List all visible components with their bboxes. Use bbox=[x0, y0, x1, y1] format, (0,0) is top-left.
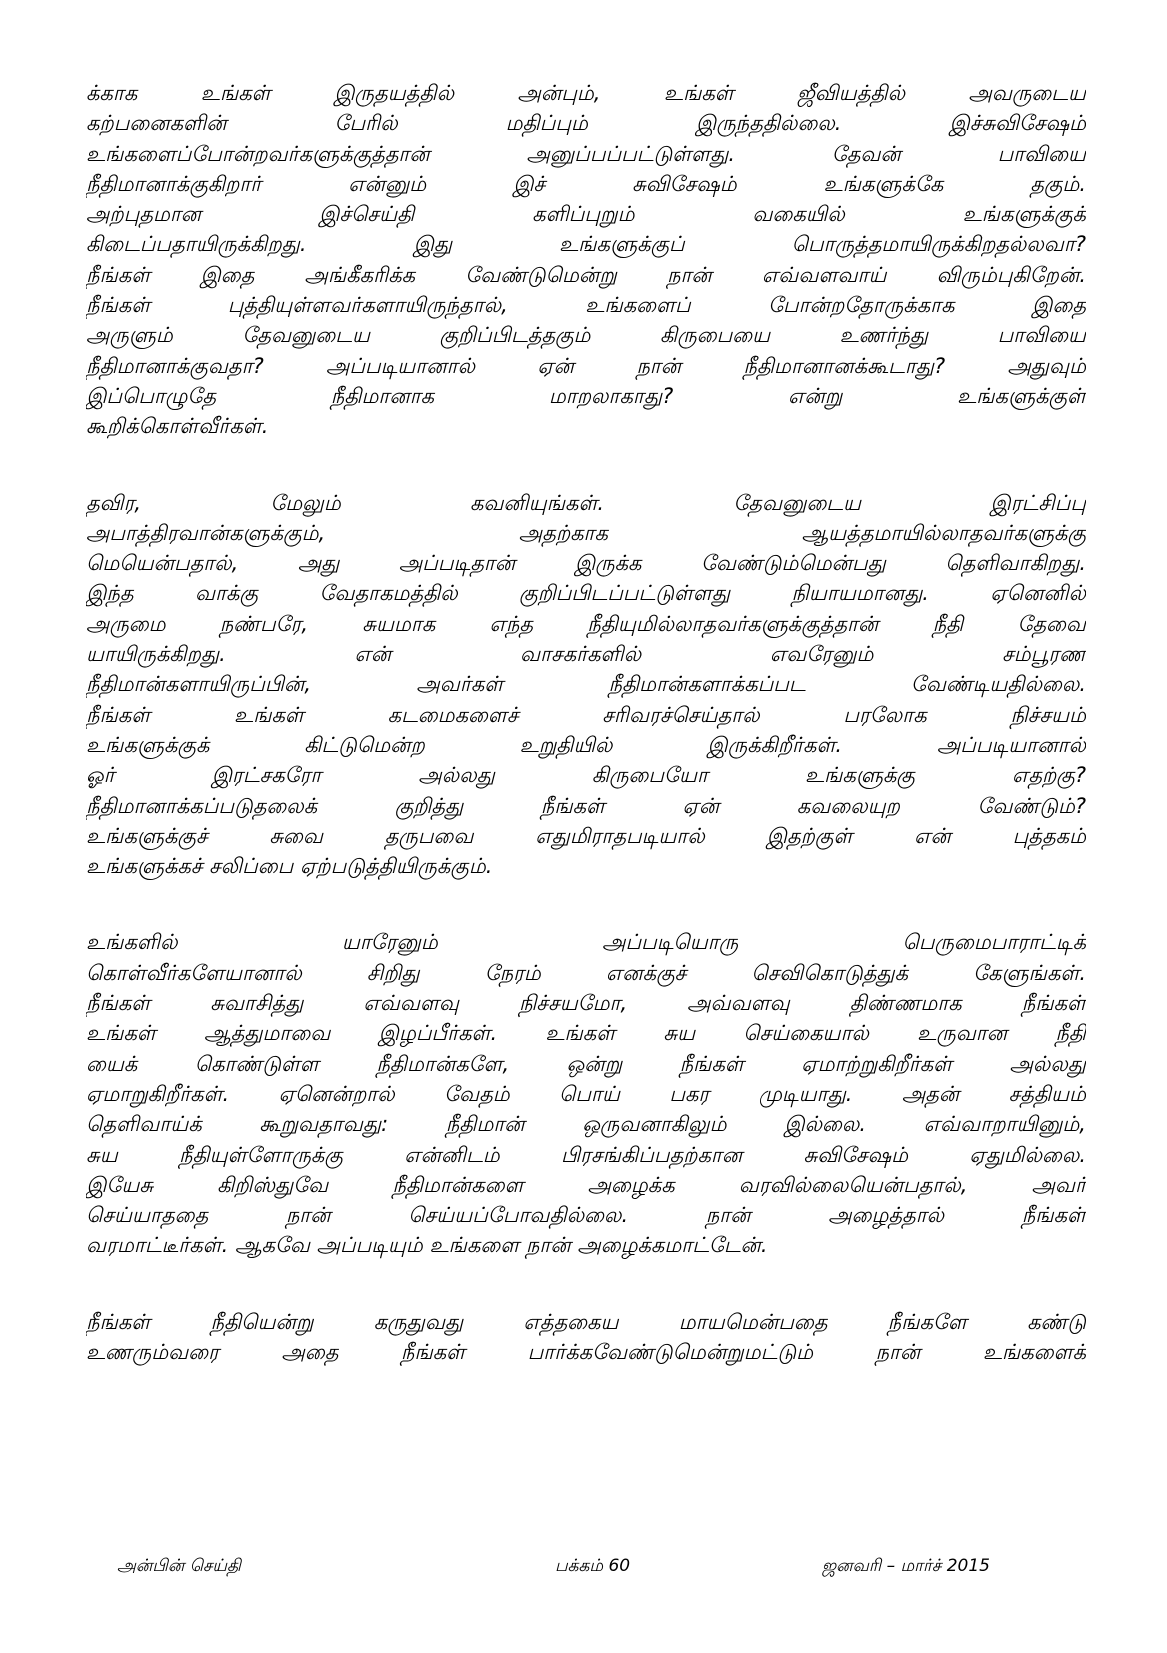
text-line: ஓர் இரட்சகரோ அல்லது கிருபையோ உங்களுக்கு எதற்கு? bbox=[86, 763, 1086, 788]
text-line: உங்களைப்போன்றவர்களுக்குத்தான் அனுப்பப்பட்டுள்ளது. தேவன் பாவியை bbox=[86, 141, 1086, 166]
text-line: யைக் கொண்டுள்ள நீதிமான்களே, ஒன்று நீங்கள் ஏமாற்றுகிறீர்கள் அல்லது bbox=[86, 1051, 1086, 1076]
text-line: கற்பனைகளின் பேரில் மதிப்பும் இருந்ததில்லை. இச்சுவிசேஷம் bbox=[86, 111, 1086, 136]
paragraph-3 bbox=[86, 927, 1086, 1260]
paragraph-gap bbox=[86, 881, 1086, 927]
text-line: உங்கள் ஆத்துமாவை இழப்பீர்கள். உங்கள் சுய செய்கையால் உருவான நீதி bbox=[86, 1021, 1086, 1046]
text-line: இயேசு கிறிஸ்துவே நீதிமான்களை அழைக்க வரவில்லையென்பதால், அவர் bbox=[86, 1172, 1086, 1197]
paragraph-gap bbox=[86, 1261, 1086, 1307]
text-line: நீங்கள் சுவாசித்து எவ்வளவு நிச்சயமோ, அவ்வளவு திண்ணமாக நீங்கள் bbox=[86, 991, 1086, 1016]
text-line: க்காக உங்கள் இருதயத்தில் அன்பும், உங்கள் ஜீவியத்தில் அவருடைய bbox=[86, 81, 1086, 105]
text-line: இப்பொழுதே நீதிமானாக மாறலாகாது? என்று உங்களுக்குள் bbox=[86, 383, 1086, 408]
text-line: தெளிவாய்க் கூறுவதாவது: நீதிமான் ஒருவனாகிலும் இல்லை. எவ்வாறாயினும், bbox=[86, 1112, 1086, 1137]
text-line: தவிர, மேலும் கவனியுங்கள். தேவனுடைய இரட்சிப்பு bbox=[86, 490, 1086, 515]
text-line: மெயென்பதால், அது அப்படிதான் இருக்க வேண்டும்மென்பது தெளிவாகிறது. bbox=[86, 551, 1086, 576]
text-line: ஏமாறுகிறீர்கள். ஏனென்றால் வேதம் பொய் பகர முடியாது. அதன் சத்தியம் bbox=[86, 1081, 1086, 1106]
text-line: நீங்கள் புத்தியுள்ளவர்களாயிருந்தால், உங்களைப் போன்றதோருக்காக இதை bbox=[86, 293, 1086, 318]
text-line: உங்களுக்கச் சலிப்பை ஏற்படுத்தியிருக்கும். bbox=[86, 854, 493, 879]
text-line: நீதிமானாக்குவதா? அப்படியானால் ஏன் நான் நீதிமானானக்கூடாது? அதுவும் bbox=[86, 353, 1086, 378]
text-line: யாயிருக்கிறது. என் வாசகர்களில் எவரேனும் சம்பூரண bbox=[86, 642, 1086, 667]
footer-publication: அன்பின் செய்தி bbox=[117, 1556, 241, 1576]
footer-page-number: பக்கம் 60 bbox=[555, 1556, 631, 1576]
text-line: அருமை நண்பரே, சுயமாக எந்த நீதியுமில்லாதவர்களுக்குத்தான் நீதி தேவை bbox=[86, 611, 1086, 636]
text-line: உங்களில் யாரேனும் அப்படியொரு பெருமைபாராட்டிக் bbox=[86, 930, 1086, 955]
text-line: நீதிமான்களாயிருப்பின், அவர்கள் நீதிமான்களாக்கப்பட வேண்டியதில்லை. bbox=[86, 672, 1086, 697]
paragraph-1 bbox=[86, 78, 1086, 442]
text-line: வரமாட்டீர்கள். ஆகவே அப்படியும் உங்களை நான் அழைக்கமாட்டேன். bbox=[86, 1233, 768, 1258]
text-line: உங்களுக்குக் கிட்டுமென்ற உறுதியில் இருக்கிறீர்கள். அப்படியானால் bbox=[86, 732, 1086, 757]
footer-issue-date: ஜனவரி – மார்ச் 2015 bbox=[822, 1556, 990, 1576]
text-line: நீங்கள் இதை அங்கீகரிக்க வேண்டுமென்று நான் எவ்வளவாய் விரும்புகிறேன். bbox=[86, 262, 1086, 287]
page-footer bbox=[0, 1556, 1167, 1584]
text-line: கிடைப்பதாயிருக்கிறது. இது உங்களுக்குப் பொருத்தமாயிருக்கிறதல்லவா? bbox=[86, 232, 1086, 257]
text-line: அற்புதமான இச்செய்தி களிப்புறும் வகையில் உங்களுக்குக் bbox=[86, 202, 1086, 227]
text-line: கொள்வீர்களேயானால் சிறிது நேரம் எனக்குச் செவிகொடுத்துக் கேளுங்கள். bbox=[86, 960, 1086, 985]
body-text bbox=[86, 78, 1086, 1367]
text-line: உங்களுக்குச் சுவை தருபவை எதுமிராதபடியால் இதற்குள் என் புத்தகம் bbox=[86, 823, 1086, 848]
text-line: இந்த வாக்கு வேதாகமத்தில் குறிப்பிடப்பட்டுள்ளது நியாயமானது. ஏனெனில் bbox=[86, 581, 1086, 606]
text-line: அருளும் தேவனுடைய குறிப்பிடத்தகும் கிருபையை உணர்ந்து பாவியை bbox=[86, 323, 1086, 348]
paragraph-2 bbox=[86, 488, 1086, 882]
text-line: கூறிக்கொள்வீர்கள். bbox=[86, 414, 269, 439]
text-line: அபாத்திரவான்களுக்கும், அதற்காக ஆயத்தமாயில்லாதவர்களுக்கு bbox=[86, 520, 1086, 545]
text-line: செய்யாததை நான் செய்யப்போவதில்லை. நான் அழைத்தால் நீங்கள் bbox=[86, 1203, 1086, 1228]
text-line: நீதிமானாக்கப்படுதலைக் குறித்து நீங்கள் ஏன் கவலையுற வேண்டும்? bbox=[86, 793, 1086, 818]
paragraph-4 bbox=[86, 1307, 1086, 1368]
text-line: உணரும்வரை அதை நீங்கள் பார்க்கவேண்டுமென்றுமட்டும் நான் உங்களைக் bbox=[86, 1339, 1086, 1364]
paragraph-gap bbox=[86, 442, 1086, 488]
text-line: சுய நீதியுள்ளோருக்கு என்னிடம் பிரசங்கிப்பதற்கான சுவிசேஷம் ஏதுமில்லை. bbox=[86, 1142, 1086, 1167]
text-line: நீங்கள் நீதியென்று கருதுவது எத்தகைய மாயமென்பதை நீங்களே கண்டு bbox=[86, 1309, 1086, 1334]
text-line: நீதிமானாக்குகிறார் என்னும் இச் சுவிசேஷம் உங்களுக்கே தகும். bbox=[86, 171, 1086, 196]
text-line: நீங்கள் உங்கள் கடமைகளைச் சரிவரச்செய்தால் பரலோக நிச்சயம் bbox=[86, 702, 1086, 727]
